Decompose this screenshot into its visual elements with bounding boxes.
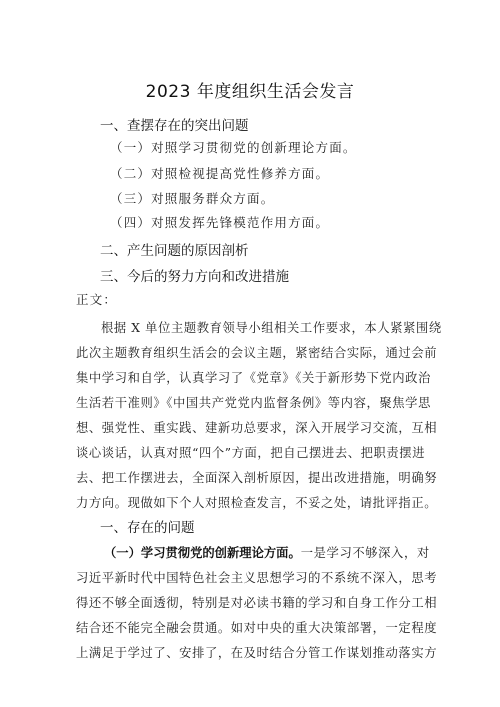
intro-line-8: 力方向。现做如下个人对照检查发言，不妥之处，请批评指正。 [76, 496, 438, 510]
intro-line-6: 谈心谈话，认真对照“四个”方面，把自己摆进去、把职责摆进 [76, 446, 426, 460]
sub-1-first-line [104, 543, 430, 561]
body-label: 正文： [76, 292, 118, 307]
outline-heading-2: 二、产生问题的原因剖析 [100, 243, 249, 259]
sub-1-line-5: 上满足于学过了、安排了，在及时结合分管工作谋划推动落实方 [76, 646, 438, 660]
intro-line-7: 去、把工作摆进去，全面深入剖析原因，提出改进措施，明确努 [76, 471, 438, 485]
outline-item-1: （一）对照学习贯彻党的创新理论方面。 [110, 140, 357, 155]
intro-line-2: 此次主题教育组织生活会的会议主题，紧密结合实际，通过会前 [76, 346, 438, 360]
section-1-heading: 一、存在的问题 [100, 520, 195, 536]
intro-line-1: 根据 X 单位主题教育领导小组相关工作要求，本人紧紧围绕 [101, 321, 442, 335]
intro-line-3: 集中学习和自学，认真学习了《党章》《关于新形势下党内政治 [76, 371, 431, 385]
outline-heading-3: 三、今后的努力方向和改进措施 [100, 269, 289, 285]
intro-line-5: 想、强党性、重实践、建新功总要求，深入开展学习交流，互相 [76, 421, 438, 435]
sub-1-line-3: 得还不够全面透彻，特别是对必读书籍的学习和自身工作分工相 [76, 596, 438, 610]
sub-1-line-2: 习近平新时代中国特色社会主义思想学习的不系统不深入，思考 [76, 571, 438, 585]
outline-item-4: （四）对照发挥先锋模范作用方面。 [110, 215, 330, 230]
document-title: 2023 年度组织生活会发言 [145, 82, 355, 102]
sub-1-lead: （一）学习贯彻党的创新理论方面。 [104, 546, 301, 560]
outline-heading-1: 一、查摆存在的突出问题 [100, 118, 249, 134]
outline-item-3: （三）对照服务群众方面。 [110, 191, 275, 206]
outline-item-2: （二）对照检视提高党性修养方面。 [110, 166, 330, 181]
intro-line-4: 生活若干准则》《中国共产党党内监督条例》等内容，聚焦学思 [76, 396, 431, 410]
sub-1-first-line-rest: 一是学习不够深入，对 [300, 546, 430, 560]
sub-1-line-4: 结合还不能完全融会贯通。如对中央的重大决策部署，一定程度 [76, 621, 438, 635]
